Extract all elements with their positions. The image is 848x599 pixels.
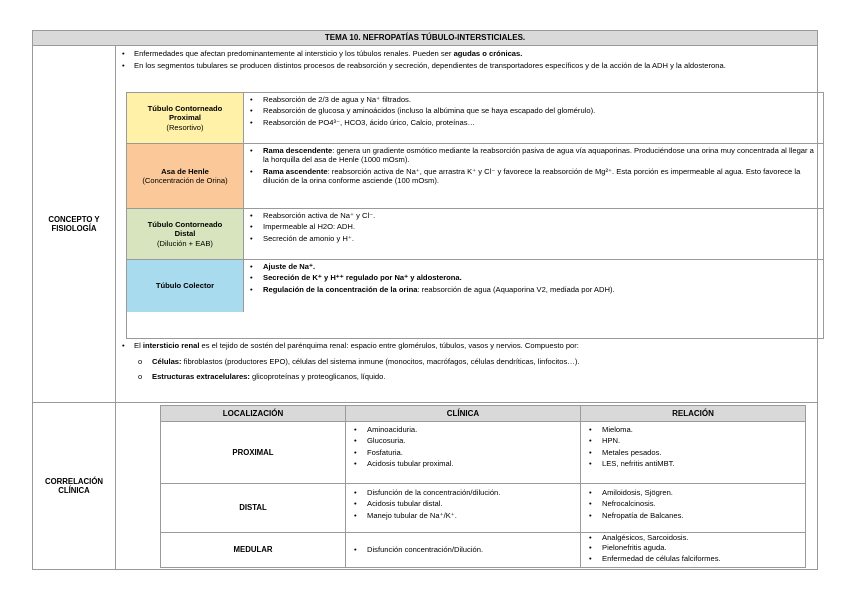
segment-row [127,260,823,312]
bullet-icon: • [122,61,125,70]
table-cell-localizacion: MEDULAR [233,545,273,555]
bullet-icon: • [250,166,253,176]
table-cell-clinica: • Disfunción concentración/Dilución. [354,545,484,555]
bullet-icon: • [589,543,592,553]
document-table [32,30,818,570]
column-header: LOCALIZACIÓN [161,406,345,422]
bullet-icon: • [589,510,592,520]
circle-bullet-icon: o [138,357,143,366]
section-label-text: CONCEPTO Y FISIOLOGÍA [48,214,100,233]
bullet-icon: • [354,499,357,509]
segment-row [127,144,823,209]
bullet-icon: • [589,533,592,542]
table-cell-relacion: • Mieloma. • HPN. • Metales pesados. • LES, nefritis antiMBT. [581,422,805,484]
table-cell-relacion: • Analgésicos, Sarcoidosis. • Pielonefritis aguda. • Enfermedad de células falciformes. [589,533,721,563]
bullet-icon: • [589,553,592,563]
bullet-icon: • [122,341,125,350]
circle-bullet-icon: o [138,372,143,381]
bullet-icon: • [354,545,357,555]
intro-bullet-1: • Enfermedades que afectan predominantemente al intersticio y los túbulos renales. Pueden ser agudas o crónicas. [122,49,523,58]
tubule-segments-table [126,92,824,339]
bullet-icon: • [589,447,592,457]
table-cell-localizacion: PROXIMAL [161,422,345,484]
segment-label: Túbulo Colector [127,260,244,312]
bullet-icon: • [122,49,125,58]
bullet-icon: • [250,106,253,116]
page-title: TEMA 10. NEFROPATÍAS TÚBULO-INTERSTICIALES. [33,31,817,46]
interstitium-subitem: o Estructuras extracelulares: glicoproteínas y proteoglicanos, líquido. [138,372,386,381]
segment-row [127,209,823,260]
bullet-icon: • [589,488,592,497]
section-label-concepto [33,46,116,403]
bullet-icon: • [589,425,592,434]
section-concepto-content [116,46,817,403]
bullet-icon: • [354,458,357,468]
segment-row [127,93,823,144]
segment-description: • Ajuste de Na⁺. • Secreción de K⁺ y H⁺⁺ regulado por Na⁺ y aldosterona. • Regulación de la concentración de la orina: reabsorción de agua (Aquaporina V2, mediada por ADH). [250,262,615,294]
clinical-correlation-table [160,405,806,568]
bullet-icon: • [354,510,357,520]
bullet-icon: • [354,447,357,457]
interstitium-bullet: • El intersticio renal es el tejido de sostén del parénquima renal: espacio entre glomérulos, túbulos, vasos y nervios. Compuesto por: [122,341,579,350]
segment-description: • Rama descendente: genera un gradiente osmótico mediante la reabsorción pasiva de agua vía aquaporinas. Produciéndose una orina muy concentrada al llegar a la horquilla del asa de Henle (1000 mOsm). • Rama ascendente: reabsorción activa de Na⁺, que arrastra K⁺ y Cl⁻ y favorece la reabsorción de Mg²⁺. Esta porción es impermeable al agua. Esto favorece la dilución de la orina conforme asciende (100 mOsm). [250,146,814,185]
bullet-icon: • [250,233,253,243]
segment-label: Túbulo Contorneado Distal (Dilución + EAB) [127,209,244,259]
bullet-icon: • [250,222,253,232]
table-cell-clinica: • Disfunción de la concentración/dilución. • Acidosis tubular distal. • Manejo tubular de Na⁺/K⁺. [346,484,580,533]
bullet-icon: • [589,458,592,468]
segment-label: Asa de Henle (Concentración de Orina) [127,144,244,208]
column-header: RELACIÓN [581,406,805,422]
segment-description: • Reabsorción activa de Na⁺ y Cl⁻. • Impermeable al H2O: ADH. • Secreción de amonio y H⁺. [250,211,376,243]
section-label-text: CORRELACIÓN CLÍNICA [44,476,104,495]
bullet-icon: • [250,146,253,155]
bullet-icon: • [589,436,592,446]
bullet-icon: • [250,117,253,127]
bullet-icon: • [250,95,253,104]
section-label-correlacion [33,403,116,569]
bullet-icon: • [250,211,253,220]
segment-description: • Reabsorción de 2/3 de agua y Na⁺ filtrados. • Reabsorción de glucosa y aminoácidos (incluso la albúmina que se haya escapado del glomérulo). • Reabsorción de PO4³⁻, HCO3, ácido úrico, Calcio, proteínas… [250,95,596,127]
section-correlacion-content [116,403,817,569]
table-cell-relacion: • Amiloidosis, Sjögren. • Nefrocalcinosis. • Nefropatía de Balcanes. [581,484,805,533]
column-header: CLÍNICA [346,406,580,422]
bullet-icon: • [250,262,253,271]
intro-bullet-2: • En los segmentos tubulares se producen distintos procesos de reabsorción y secreción, dependientes de transportadores específicos y de la acción de la ADH y la aldosterona. [122,61,726,70]
segment-label: Túbulo Contorneado Proximal (Resortivo) [127,93,244,143]
bullet-icon: • [354,488,357,497]
bullet-icon: • [589,499,592,509]
table-cell-clinica: • Aminoaciduria. • Glucosuria. • Fosfaturia. • Acidosis tubular proximal. [346,422,580,484]
interstitium-subitem: o Células: fibroblastos (productores EPO), células del sistema inmune (monocitos, macrófagos, células dendríticas, linfocitos…). [138,357,580,366]
bullet-icon: • [354,425,357,434]
table-cell-localizacion: DISTAL [161,484,345,533]
bullet-icon: • [250,284,253,294]
bullet-icon: • [354,436,357,446]
bullet-icon: • [250,273,253,283]
